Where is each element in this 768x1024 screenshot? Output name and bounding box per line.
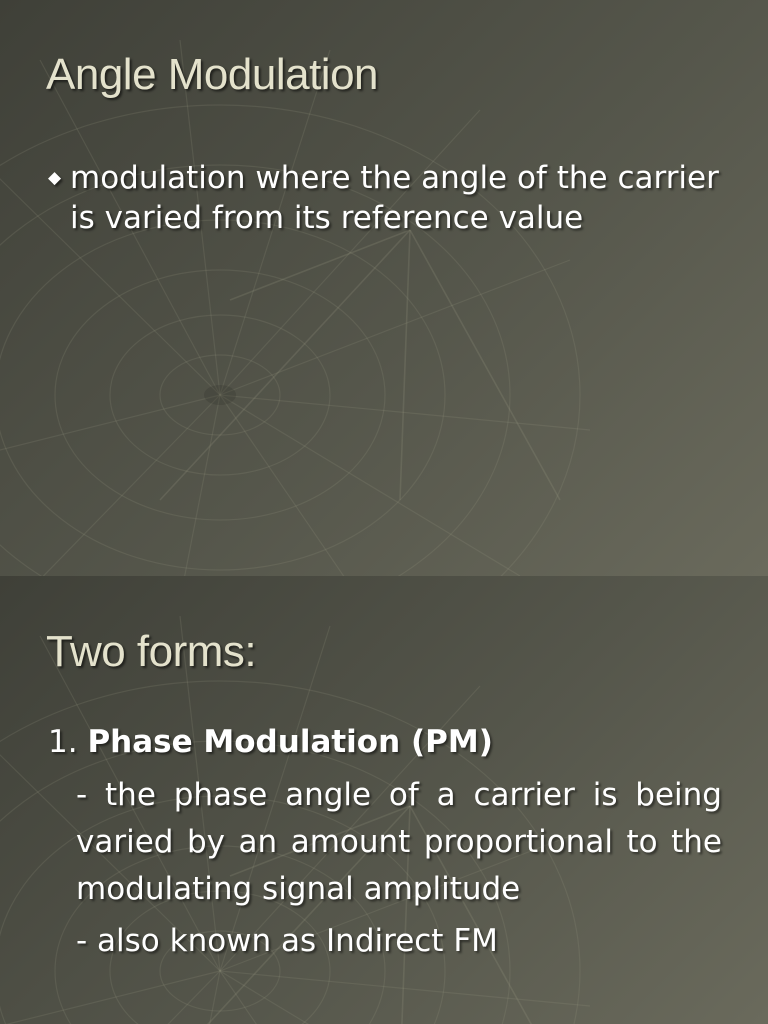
bullet-item bbox=[48, 158, 728, 238]
diamond-bullet-icon: ◆ bbox=[48, 168, 62, 188]
item-note: - also known as Indirect FM bbox=[76, 923, 498, 959]
item-description: - the phase angle of a carrier is being varied by an amount proportional to the modulating signal amplitude bbox=[76, 777, 722, 907]
slide-body bbox=[48, 720, 722, 963]
bullet-text: modulation where the angle of the carrier is varied from its reference value bbox=[70, 160, 719, 236]
item-heading: Phase Modulation (PM) bbox=[87, 724, 493, 760]
item-number: 1. bbox=[48, 724, 88, 760]
slide-two-forms bbox=[0, 576, 768, 1024]
slide-title: Two forms: bbox=[46, 627, 257, 676]
slide-title: Angle Modulation bbox=[46, 50, 379, 99]
list-item-heading bbox=[48, 720, 722, 764]
